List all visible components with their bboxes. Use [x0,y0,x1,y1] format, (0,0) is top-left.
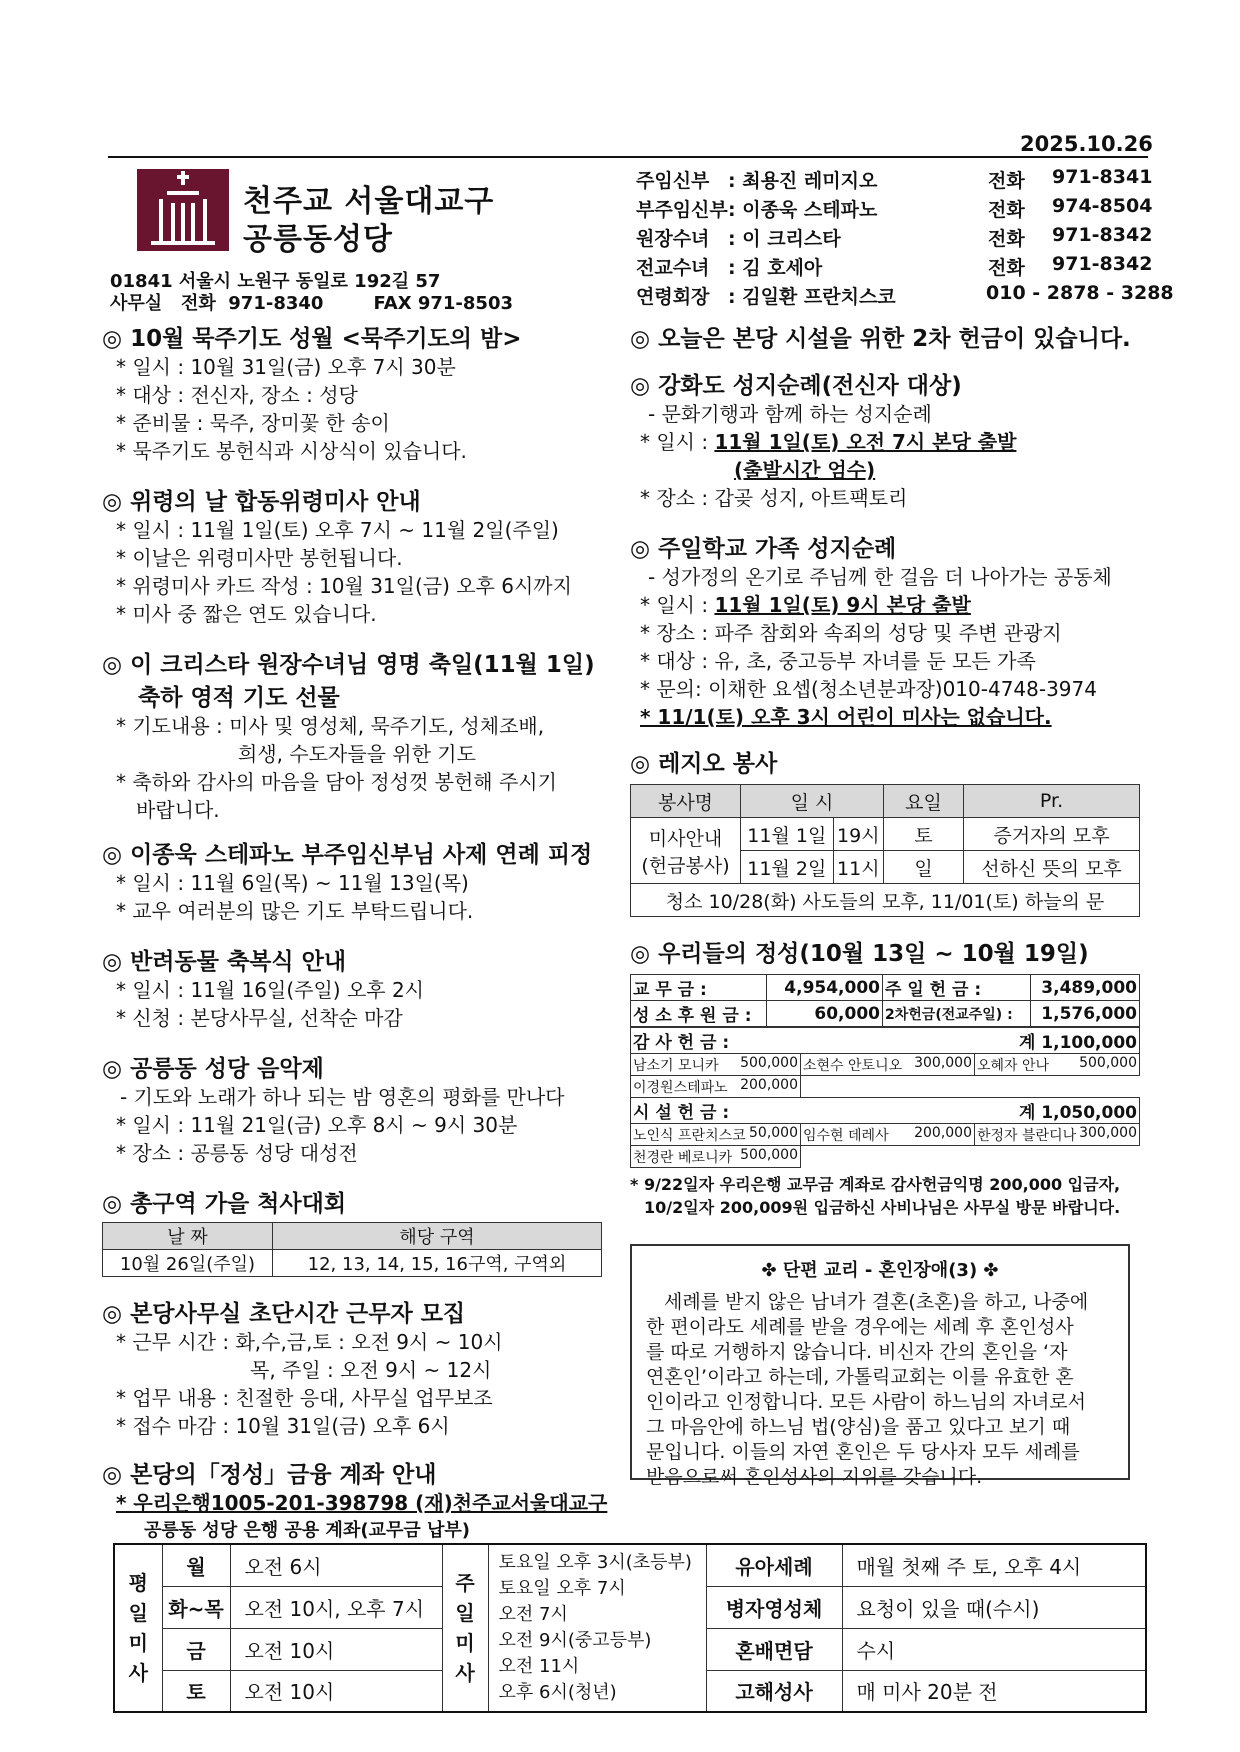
bulletin-date: 2025.10.26 [1020,132,1153,156]
weekday-time: 오전 6시 [230,1544,442,1586]
notice-line: * 업무 내용 : 친절한 응대, 사무실 업무보조 [116,1386,493,1410]
notice-line: * 장소 : 갑곶 성지, 아트팩토리 [640,486,908,510]
staff-tel-label: 전화 [988,228,1025,250]
notice-line: - 성가정의 온기로 주님께 한 걸음 더 나아가는 공동체 [648,565,1112,589]
notice-title: ◎ 강화도 성지순례(전신자 대상) [630,373,962,399]
staff-role: 주임신부 [636,170,710,192]
notice-line: * 일시 : 11월 1일(토) 오전 7시 본당 출발 [640,430,1017,454]
zone-date: 10월 26일(주일) [103,1250,273,1277]
notice-sunday-school-pilgrimage [630,530,1140,731]
legio-day: 일 [884,851,964,884]
offering-label: 시 설 헌 금 : 계 1,050,000 [631,1098,1140,1124]
notice-line: * 미사 중 짧은 연도 있습니다. [116,602,377,626]
staff-role: 연령회장 [636,286,710,308]
legio-time: 11시 [833,851,883,884]
doctrine-line: 받음으로써 혼인성사의 지위를 갖습니다. [646,1466,983,1488]
legio-table [630,784,1140,917]
parish-logo [137,169,229,251]
offering-label: 감 사 헌 금 : 계 1,100,000 [631,1028,1140,1054]
notice-title: ◎ 위령의 날 합동위령미사 안내 [102,489,421,515]
donor: 한정자 블란디나 300,000 [975,1124,1140,1146]
bank-account-number: * 우리은행1005-201-398798 (재)천주교서울대교구 [116,1491,608,1515]
staff-phone: 971-8341 [1052,166,1153,188]
notice-line: * 일시 : 10월 31일(금) 오후 7시 30분 [116,355,456,379]
notice-subtitle: 축하 영적 기도 선물 [138,685,340,711]
notice-title: ◎ 총구역 가을 척사대회 [102,1191,347,1217]
legio-praesidium: 증거자의 모후 [964,818,1140,851]
notice-line: * 신청 : 본당사무실, 선착순 마감 [116,1006,403,1030]
notice-line: * 일시 : 11월 21일(금) 오후 8시 ~ 9시 30분 [116,1113,518,1137]
staff-role: 부주임신부 [636,199,728,221]
notice-bank-account [102,1456,622,1545]
legio-service-name: 미사안내 (헌금봉사) [631,818,741,884]
doctrine-line: 세례를 받지 않은 남녀가 결혼(초혼)을 하고, 나중에 [664,1291,1089,1313]
notice-second-collection: ◎ 오늘은 본당 시설을 위한 2차 헌금이 있습니다. [630,326,1131,352]
org-name-diocese: 천주교 서울대교구 [243,184,495,219]
offering-label: 교 무 금 : [631,975,767,1001]
weekday-time: 오전 10시 [230,1628,442,1670]
notice-line: * 일시 : 11월 1일(토) 9시 본당 출발 [640,593,971,617]
donor: 임수현 데레사 200,000 [801,1124,975,1146]
sacrament-time: 요청이 있을 때(수시) [842,1586,1146,1628]
notice-title: ◎ 우리들의 정성(10월 13일 ~ 10월 19일) [630,941,1089,967]
notice-pet-blessing [102,943,622,1032]
notice-legio-service [630,745,1140,917]
legio-header: 요일 [884,785,964,818]
sacrament-name: 고해성사 [706,1670,842,1712]
org-name-parish: 공릉동성당 [243,222,393,257]
notice-title: ◎ 이 크리스타 원장수녀님 영명 축일(11월 1일) [102,652,595,678]
doctrine-line: 연혼인’이라고 하는데, 가톨릭교회는 이를 유효한 혼 [646,1366,1074,1388]
weekday-time: 오전 10시 [230,1670,442,1712]
notice-offerings [630,935,1140,1218]
notice-line: * 문의: 이채한 요셉(청소년분과장)010-4748-3974 [640,677,1097,701]
header-divider [108,156,1148,158]
notice-line: * 근무 시간 : 화,수,금,토 : 오전 9시 ~ 10시 [116,1330,503,1354]
notice-title: ◎ 본당사무실 초단시간 근무자 모집 [102,1301,466,1327]
staff-phone: 010 - 2878 - 3288 [986,282,1174,304]
doctrine-line: 를 따로 거행하지 않습니다. 비신자 간의 혼인을 ‘자 [646,1341,1068,1363]
donor: 남소기 모니카 500,000 [631,1054,801,1076]
donor: 오혜자 안나 500,000 [975,1054,1140,1076]
staff-name: : 김 호세아 [728,257,823,279]
offering-note: * 9/22일자 우리은행 교무금 계좌로 감사헌금익명 200,000 입금자, [630,1175,1121,1194]
notice-title: ◎ 공릉동 성당 음악제 [102,1056,324,1082]
sacrament-name: 유아세례 [706,1544,842,1586]
notice-line: * 일시 : 11월 16일(주일) 오후 2시 [116,978,424,1002]
notice-line: - 기도와 노래가 하나 되는 밤 영혼의 평화를 만나다 [120,1085,565,1109]
notice-music-festival [102,1050,622,1167]
notice-line: (출발시간 엄수) [734,458,876,482]
staff-tel-label: 전화 [988,170,1025,192]
donor: 소현수 안토니오 300,000 [801,1054,975,1076]
sacrament-name: 혼배면담 [706,1628,842,1670]
zone-area: 12, 13, 14, 15, 16구역, 구역외 [273,1250,602,1277]
staff-tel-label: 전화 [988,257,1025,279]
notice-line: 공릉동 성당 은행 공용 계좌(교무금 납부) [144,1520,470,1541]
notice-rosary [102,320,622,465]
legio-day: 토 [884,818,964,851]
zone-header-date: 날 짜 [103,1223,273,1250]
donor: 이경원스테파노 200,000 [631,1076,801,1098]
weekday-mass-label: 평 일 미 사 [114,1544,162,1712]
notice-recruitment [102,1295,622,1440]
legio-header: 일 시 [741,785,884,818]
notice-line: 희생, 수도자들을 위한 기도 [238,742,476,766]
legio-praesidium: 선하신 뜻의 모후 [964,851,1140,884]
staff-tel-label: 전화 [988,199,1025,221]
left-column [102,320,622,1545]
legio-time: 19시 [833,818,883,851]
notice-line: * 축하와 감사의 마음을 담아 정성껏 봉헌해 주시기 [116,770,557,794]
staff-phone: 971-8342 [1052,224,1153,246]
notice-line: * 11/1(토) 오후 3시 어린이 미사는 없습니다. [640,705,1052,729]
doctrine-line: 인이라고 인정합니다. 모든 사람이 하느님의 자녀로서 [646,1391,1087,1413]
notice-line: * 장소 : 공릉동 성당 대성전 [116,1141,358,1165]
notice-line: 목, 주일 : 오전 9시 ~ 12시 [250,1358,492,1382]
zone-header-area: 해당 구역 [273,1223,602,1250]
doctrine-line: 문입니다. 이들의 자연 혼인은 두 당사자 모두 세례를 [646,1441,1080,1463]
notice-line: * 장소 : 파주 참회와 속죄의 성당 및 주변 관광지 [640,621,1062,645]
notice-line: * 위령미사 카드 작성 : 10월 31일(금) 오후 6시까지 [116,574,572,598]
office-contact: 사무실 전화 971-8340 FAX 971-8503 [110,293,513,314]
staff-phone: 974-8504 [1052,195,1153,217]
offering-note: 10/2일자 200,009원 입금하신 사비나님은 사무실 방문 바랍니다. [644,1198,1121,1217]
zone-table [102,1222,602,1277]
doctrine-title: ✤ 단편 교리 - 혼인장애(3) ✤ [761,1260,999,1281]
notice-line: * 일시 : 11월 6일(목) ~ 11월 13일(목) [116,871,469,895]
staff-role: 전교수녀 [636,257,710,279]
sacrament-time: 매월 첫째 주 토, 오후 4시 [842,1544,1146,1586]
notice-line: 바랍니다. [136,798,220,822]
legio-date: 11월 1일 [741,818,834,851]
legio-header: 봉사명 [631,785,741,818]
offering-label: 주 일 헌 금 : [883,975,1031,1001]
notice-line: * 이날은 위령미사만 봉헌됩니다. [116,546,403,570]
sacrament-name: 병자영성체 [706,1586,842,1628]
notice-line: * 묵주기도 봉헌식과 시상식이 있습니다. [116,439,467,463]
notice-title: ◎ 레지오 봉사 [630,751,778,777]
staff-name: : 최용진 레미지오 [728,170,878,192]
notice-title: ◎ 주일학교 가족 성지순례 [630,536,897,562]
donor: 노인식 프란치스코 50,000 [631,1124,801,1146]
doctrine-line: 그 마음안에 하느님 법(양심)을 품고 있다고 보기 때 [646,1416,1071,1438]
staff-name: : 이종욱 스테파노 [728,199,878,221]
legio-header: Pr. [964,785,1140,818]
notice-line: * 대상 : 유, 초, 중고등부 자녀를 둔 모든 가족 [640,649,1036,673]
parish-address: 01841 서울시 노원구 동일로 192길 57 [110,271,441,292]
notice-retreat [102,836,622,925]
notice-all-souls [102,483,622,628]
weekday-name: 금 [162,1628,230,1670]
notice-line: * 일시 : 11월 1일(토) 오후 7시 ~ 11월 2일(주일) [116,518,559,542]
notice-ganghwa-pilgrimage [630,367,1140,512]
sacrament-time: 수시 [842,1628,1146,1670]
notice-title: ◎ 이종욱 스테파노 부주임신부님 사제 연례 피정 [102,842,593,868]
notice-feast-day [102,646,622,824]
notice-line: * 교우 여러분의 많은 기도 부탁드립니다. [116,899,474,923]
offering-amount: 60,000 [767,1001,883,1027]
notice-title: ◎ 반려동물 축복식 안내 [102,949,347,975]
weekday-time: 오전 10시, 오후 7시 [230,1586,442,1628]
notice-title: ◎ 본당의「정성」금융 계좌 안내 [102,1462,437,1488]
staff-phone: 971-8342 [1052,253,1153,275]
weekday-name: 월 [162,1544,230,1586]
offering-amount: 1,576,000 [1031,1001,1140,1027]
notice-line: * 기도내용 : 미사 및 영성체, 묵주기도, 성체조배, [116,714,545,738]
notice-line: * 대상 : 전신자, 장소 : 성당 [116,383,358,407]
donor: 천경란 베로니카 500,000 [631,1146,801,1168]
legio-date: 11월 2일 [741,851,834,884]
right-column [630,320,1140,1488]
notice-line: - 문화기행과 함께 하는 성지순례 [648,402,932,426]
offering-amount: 3,489,000 [1031,975,1140,1001]
staff-role: 원장수녀 [636,228,710,250]
doctrine-box [630,1244,1130,1488]
notice-yut-game [102,1185,622,1277]
doctrine-line: 한 편이라도 세례를 받을 경우에는 세례 후 혼인성사 [646,1316,1074,1338]
offering-label: 2차헌금(전교주일) : [883,1001,1031,1027]
thanks-offering-table [630,1027,1140,1168]
weekday-name: 토 [162,1670,230,1712]
staff-name: : 김일환 프란치스코 [728,286,896,308]
notice-line: * 접수 마감 : 10월 31일(금) 오후 6시 [116,1414,450,1438]
staff-name: : 이 크리스타 [728,228,841,250]
offering-label: 성 소 후 원 금 : [631,1001,767,1027]
sacrament-time: 매 미사 20분 전 [842,1670,1146,1712]
weekday-name: 화~목 [162,1586,230,1628]
offerings-table [630,974,1140,1027]
offering-amount: 4,954,000 [767,975,883,1001]
sunday-mass-times: 토요일 오후 3시(초등부) 토요일 오후 7시 오전 7시 오전 9시(중고등부) 오전 11시 오후 6시(청년) [488,1544,706,1712]
legio-cleaning: 청소 10/28(화) 사도들의 모후, 11/01(토) 하늘의 문 [631,884,1140,917]
sunday-mass-label: 주 일 미 사 [442,1544,488,1712]
notice-line: * 준비물 : 묵주, 장미꽃 한 송이 [116,411,390,435]
mass-schedule [113,1543,1147,1713]
notice-title: ◎ 10월 묵주기도 성월 <묵주기도의 밤> [102,326,522,352]
